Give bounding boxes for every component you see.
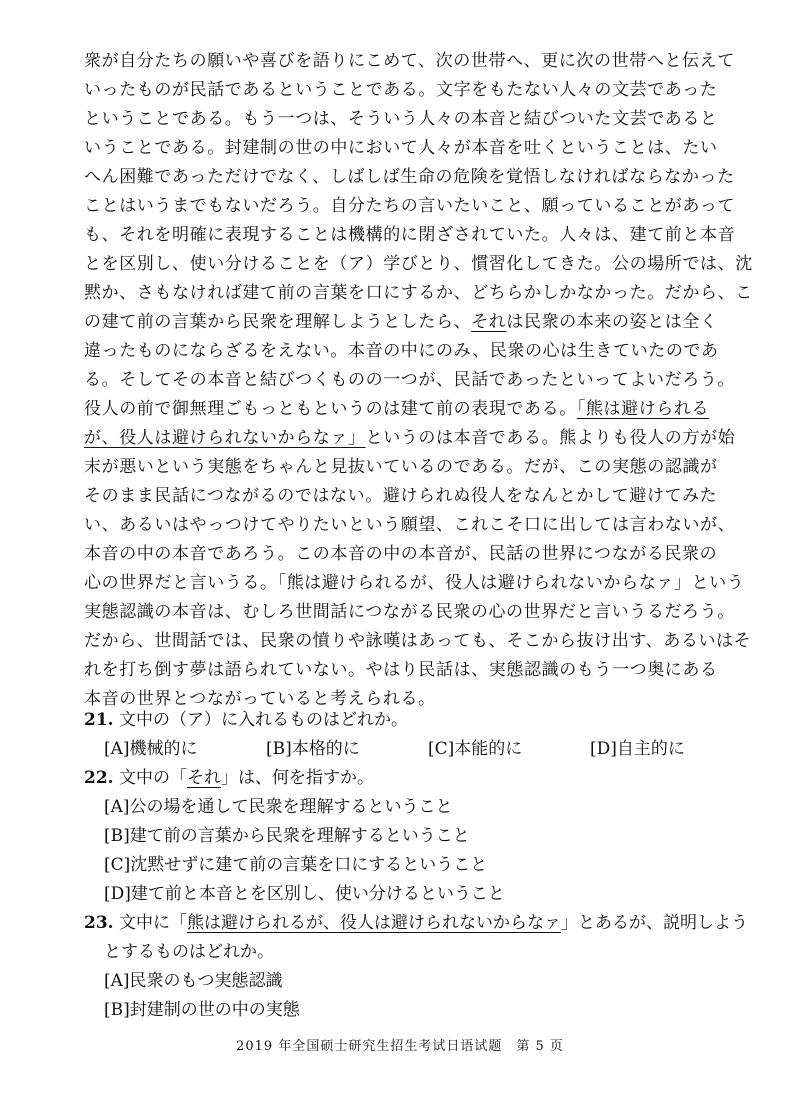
reading-passage [84,47,754,714]
passage-line [84,395,754,424]
option-b[interactable]: [B]封建制の世の中の実態 [104,1000,300,1020]
passage-line: 本音の中の本音であろう。この本音の中の本音が、民話の世界につながる民衆の [84,544,718,564]
option-b[interactable]: [B]本格的に [266,739,360,759]
passage-line: 本音の世界とつながっていると考えられる。 [84,689,436,709]
passage-line: い、あるいはやっつけてやりたいという願望、これこそ口に出しては言わないが、 [84,515,736,535]
passage-line: 黙か、さもなければ建て前の言葉を口にするか、どちらかしかなかった。だから、こ [84,283,753,303]
option-a[interactable]: [A]機械的に [104,739,198,759]
options-21 [84,735,754,764]
option-b[interactable]: [B]建て前の言葉から民衆を理解するということ [104,826,470,846]
passage-line [84,308,754,337]
page-footer: 2019 年全国硕士研究生招生考试日语试题 第 5 页 [236,1039,564,1054]
question-23 [84,909,754,938]
passage-line: だから、世間話では、民衆の憤りや詠嘆はあっても、そこから抜け出す、あるいはそ [84,631,752,651]
underlined-quote: が、役人は避けられないからなァ」 [84,428,366,448]
passage-line: 末が悪いという実態をちゃんと見抜いているのである。だが、この実態の認識が [84,457,718,477]
passage-text: 役人の前で御無理ごもっともというのは建て前の表現である。 [84,399,577,419]
passage-line: 違ったものにならざるをえない。本音の中にのみ、民衆の心は生きていたのであ [84,341,719,361]
option-c[interactable]: [C]沈黙せずに建て前の言葉を口にするということ [104,855,488,875]
passage-text: の建て前の言葉から民衆を理解しようとしたら、 [84,312,472,332]
question-text: 文中に「 [118,913,187,933]
passage-line: 衆が自分たちの願いや喜びを語りにこめて、次の世帯へ、更に次の世帯へと伝えて [84,51,735,71]
passage-line: いうことである。封建制の世の中において人々が本音を吐くということは、たい [84,138,718,158]
option-d[interactable]: [D]建て前と本音とを区別し、使い分けるということ [104,884,505,904]
passage-line: 実態認識の本音は、むしろ世間話につながる民衆の心の世界だと言いうるだろう。 [84,602,735,622]
passage-line [84,424,754,453]
passage-line: る。そしてその本音と結びつくものの一つが、民話であったといってよいだろう。 [84,370,736,390]
question-text: 文中の（ア）に入れるものはどれか。 [118,710,408,730]
question-text-continued: とするものはどれか。 [104,942,274,962]
passage-line: 心の世界だと言いうる。「熊は避けられるが、役人は避けられないからなァ」という [84,573,745,593]
question-text: 」は、何を指すか。 [220,768,374,788]
question-text: 文中の「 [118,768,187,788]
option-d[interactable]: [D]自主的に [590,739,685,759]
option-a[interactable]: [A]公の場を通して民衆を理解するということ [104,797,453,817]
passage-line: も、それを明確に表現することは機構的に閉ざされていた。人々は、建て前と本音 [84,225,736,245]
questions-section [84,706,754,1025]
passage-line: れを打ち倒す夢は語られていない。やはり民話は、実態認識のもう一つ奥にある [84,660,718,680]
question-22 [84,764,754,793]
passage-line: いったものが民話であるということである。文字をもたない人々の文芸であった [84,80,718,100]
underlined-sore: それ [471,312,507,332]
question-number: 23. [84,913,114,933]
question-text: 」とあるが、説明しよう [560,913,748,933]
passage-line: そのまま民話につながるのではない。避けられぬ役人をなんとかして避けてみた [84,486,718,506]
underlined-quote: 熊は避けられるが、役人は避けられないからなァ [186,913,561,933]
option-a[interactable]: [A]民衆のもつ実態認識 [104,971,283,991]
question-21 [84,706,754,735]
passage-line: とを区別し、使い分けることを（ア）学びとり、慣習化してきた。公の場所では、沈 [84,254,753,274]
passage-text: というのは本音である。熊よりも役人の方が始 [365,428,736,448]
question-number: 21. [84,710,114,730]
passage-line: へん困難であっただけでなく、しばしば生命の危険を覚悟しなければならなかった [84,167,735,187]
passage-line: ということである。もう一つは、そういう人々の本音と結びついた文芸であると [84,109,718,129]
option-c[interactable]: [C]本能的に [428,739,523,759]
underlined-sore: それ [186,768,221,788]
passage-line: ことはいうまでもないだろう。自分たちの言いたいこと、願っていることがあって [84,196,736,216]
question-number: 22. [84,768,114,788]
underlined-quote: 「熊は避けられる [576,399,710,419]
passage-text: は民衆の本来の姿とは全く [506,312,718,332]
